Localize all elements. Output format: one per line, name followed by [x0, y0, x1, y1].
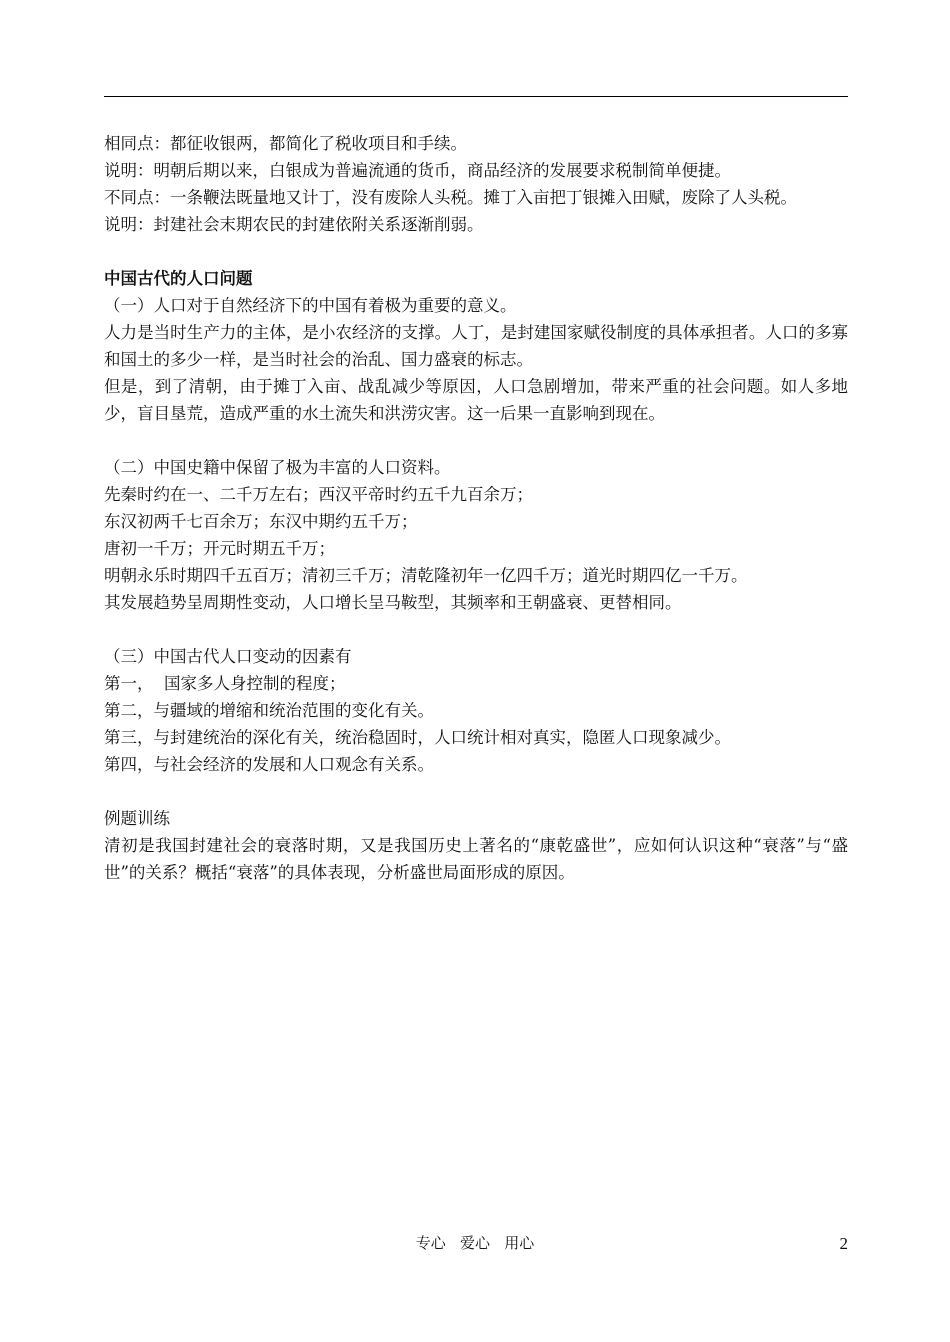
part3-heading: （三）中国古代人口变动的因素有	[104, 647, 352, 666]
part2-line: 东汉初两千七百余万；东汉中期约五千万；	[104, 512, 418, 531]
part2-line: 唐初一千万；开元时期五千万；	[104, 539, 335, 558]
part2-line: 先秦时约在一、二千万左右；西汉平帝时约五千九百余万；	[104, 485, 533, 504]
spacer	[104, 238, 848, 265]
part1-paragraph-2: 但是，到了清朝，由于摊丁入亩、战乱减少等原因，人口急剧增加，带来严重的社会问题。如人多地少，盲目垦荒，造成严重的水土流失和洪涝灾害。这一后果一直影响到现在。	[104, 377, 848, 423]
part3-line: 第二，与疆域的增缩和统治范围的变化有关。	[104, 701, 434, 720]
part3-line: 第四，与社会经济的发展和人口观念有关系。	[104, 755, 434, 774]
part3-line: 第一， 国家多人身控制的程度；	[104, 674, 346, 693]
header-rule	[104, 96, 848, 97]
explain-text-2: 说明：封建社会末期农民的封建依附关系逐渐削弱。	[104, 215, 484, 234]
section-title: 中国古代的人口问题	[104, 269, 253, 288]
footer-motto: 专心 爱心 用心	[415, 1234, 535, 1252]
document-body	[104, 130, 848, 886]
part2-heading: （二）中国史籍中保留了极为丰富的人口资料。	[104, 458, 451, 477]
part3-line: 第三，与封建统治的深化有关，统治稳固时，人口统计相对真实，隐匿人口现象减少。	[104, 728, 731, 747]
spacer	[104, 427, 848, 454]
exercise-question: 清初是我国封建社会的衰落时期，又是我国历史上著名的“康乾盛世”，应如何认识这种“衰落”与“盛世”的关系？概括“衰落”的具体表现，分析盛世局面形成的原因。	[104, 836, 848, 882]
same-points-text: 相同点：都征收银两，都简化了税收项目和手续。	[104, 134, 467, 153]
exercise-label: 例题训练	[104, 809, 170, 828]
spacer	[104, 616, 848, 643]
part1-paragraph-1: 人力是当时生产力的主体，是小农经济的支撑。人丁，是封建国家赋役制度的具体承担者。人口的多寡和国土的多少一样，是当时社会的治乱、国力盛衰的标志。	[104, 323, 848, 369]
diff-points-text: 不同点：一条鞭法既量地又计丁，没有废除人头税。摊丁入亩把丁银摊入田赋，废除了人头税。	[104, 188, 797, 207]
spacer	[104, 778, 848, 805]
explain-text-1: 说明：明朝后期以来，白银成为普遍流通的货币，商品经济的发展要求税制简单便捷。	[104, 161, 731, 180]
page-number: 2	[839, 1234, 848, 1253]
part2-line: 其发展趋势呈周期性变动，人口增长呈马鞍型，其频率和王朝盛衰、更替相同。	[104, 593, 682, 612]
part2-line: 明朝永乐时期四千五百万；清初三千万；清乾隆初年一亿四千万；道光时期四亿一千万。	[104, 566, 748, 585]
part1-heading: （一）人口对于自然经济下的中国有着极为重要的意义。	[104, 296, 517, 315]
